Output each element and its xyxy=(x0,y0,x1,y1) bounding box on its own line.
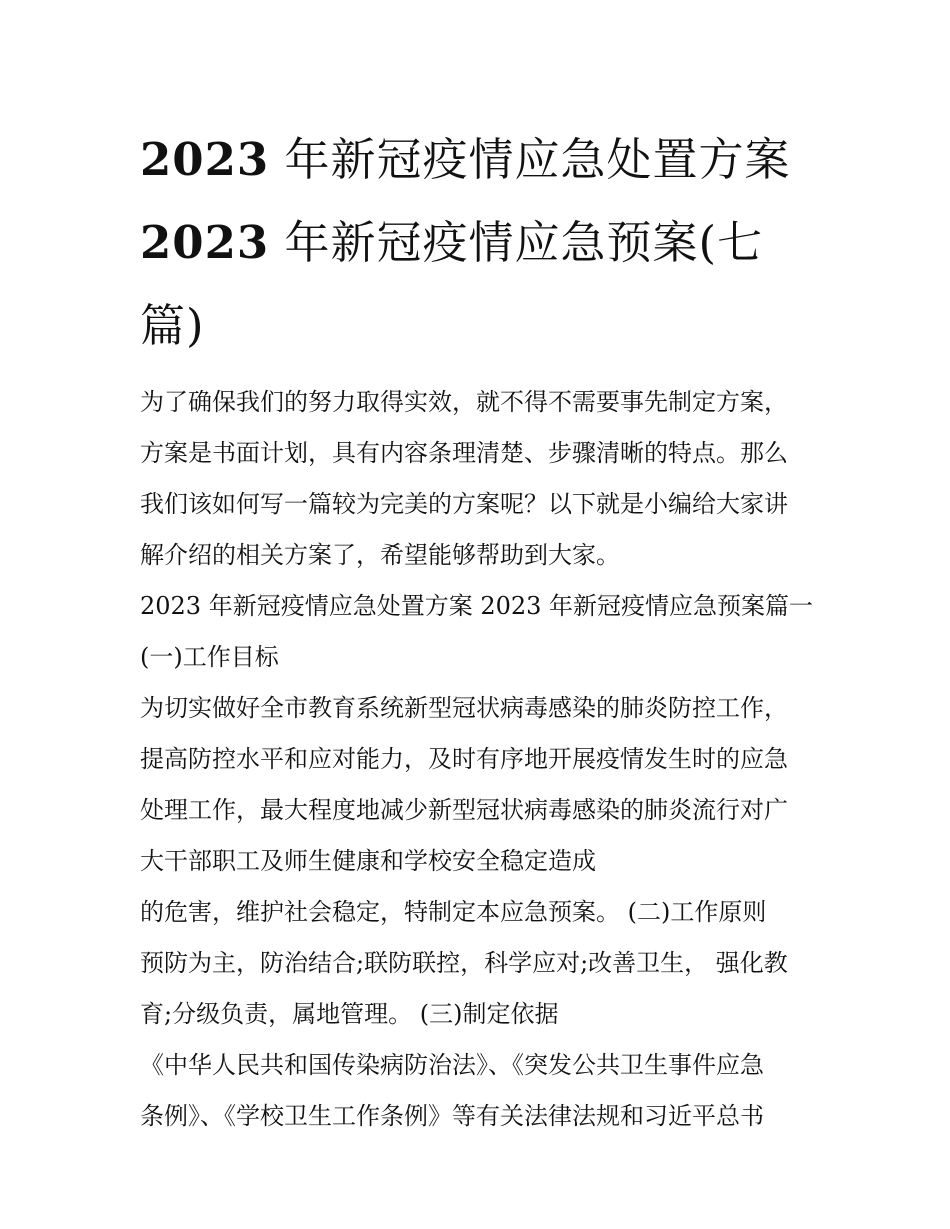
title-line-1 xyxy=(140,118,820,201)
title-year: 2023 xyxy=(140,216,270,269)
body-line: 为切实做好全市教育系统新型冠状病毒感染的肺炎防控工作， xyxy=(140,694,788,722)
title-line-3 xyxy=(140,284,820,367)
title-text: 年新冠疫情应急处置方案 xyxy=(269,133,791,186)
body-line: 处理工作，最大程度地减少新型冠状病毒感染的肺炎流行对广 xyxy=(140,796,788,824)
title-year: 2023 xyxy=(140,133,270,186)
body-line: 为了确保我们的努力取得实效，就不得不需要事先制定方案， xyxy=(140,388,788,416)
body-line: 大干部职工及师生健康和学校安全稳定造成 xyxy=(140,847,596,875)
title-text: 篇) xyxy=(140,299,205,352)
title-line-2 xyxy=(140,201,820,284)
body-line: 方案是书面计划，具有内容条理清楚、步骤清晰的特点。那么 xyxy=(140,439,788,467)
body-line: 条例》、《学校卫生工作条例》等有关法律法规和习近平总书 xyxy=(140,1102,764,1130)
body-line: 解介绍的相关方案了，希望能够帮助到大家。 xyxy=(140,541,620,569)
subsection-heading: (一)工作目标 xyxy=(140,643,279,671)
body-line: 提高防控水平和应对能力，及时有序地开展疫情发生时的应急 xyxy=(140,745,788,773)
body-line: 我们该如何写一篇较为完美的方案呢？以下就是小编给大家讲 xyxy=(140,490,788,518)
section-heading: 2023 年新冠疫情应急处置方案 2023 年新冠疫情应急预案篇一 xyxy=(140,592,814,620)
body-line: 育;分级负责，属地管理。 (三)制定依据 xyxy=(140,1000,559,1028)
document-title xyxy=(140,118,820,367)
body-line: 预防为主，防治结合;联防联控，科学应对;改善卫生， 强化教 xyxy=(140,949,788,977)
document-body xyxy=(140,377,820,1142)
body-line: 《中华人民共和国传染病防治法》、《突发公共卫生事件应急 xyxy=(140,1051,764,1079)
title-text: 年新冠疫情应急预案(七 xyxy=(269,216,764,269)
body-line: 的危害，维护社会稳定，特制定本应急预案。 (二)工作原则 xyxy=(140,898,767,926)
document-page xyxy=(140,118,820,1142)
